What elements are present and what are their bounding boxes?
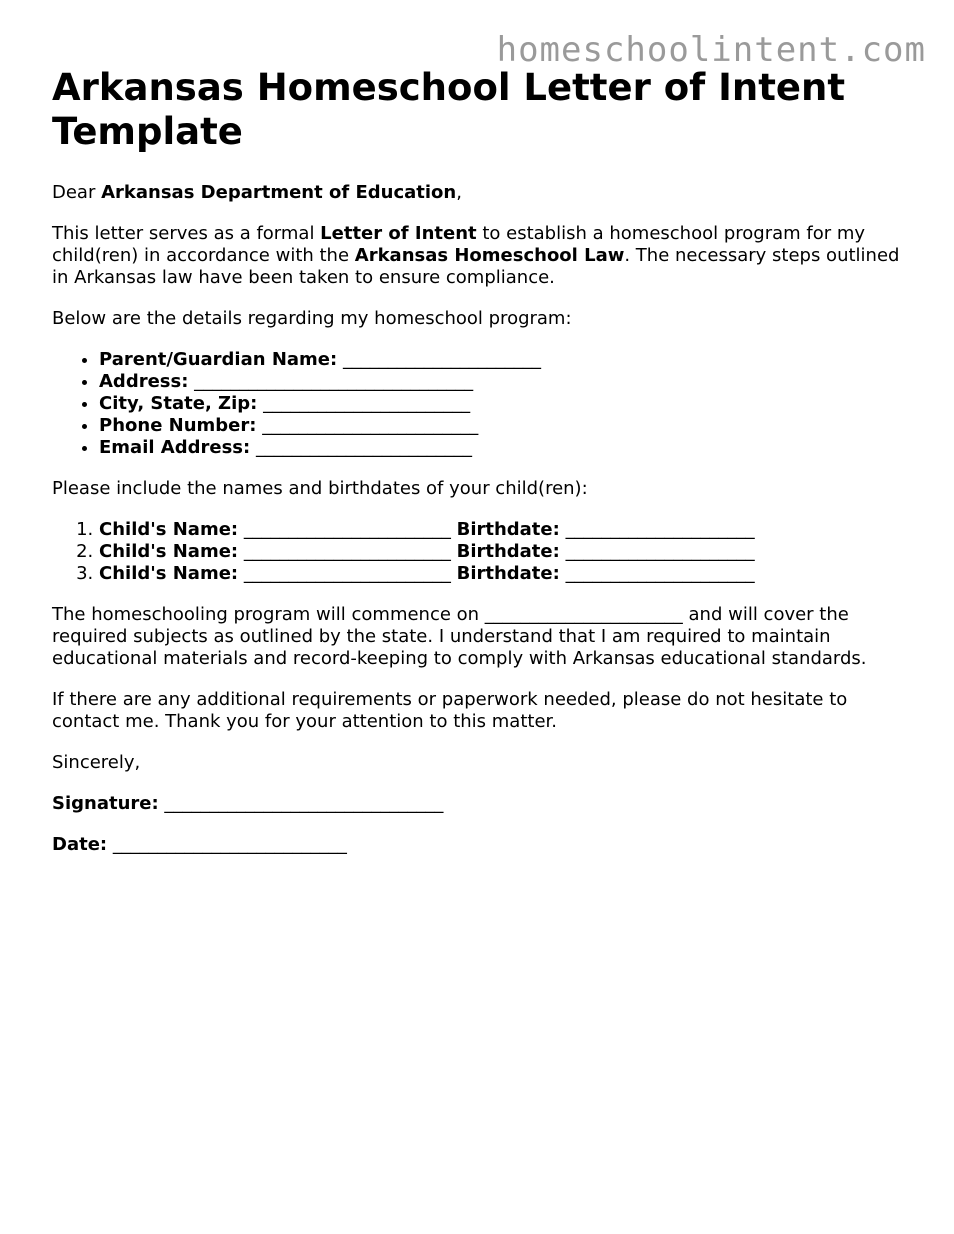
list-item xyxy=(99,519,912,541)
commence-paragraph xyxy=(52,604,912,670)
child-name-label: Child's Name: xyxy=(99,519,239,540)
greeting-recipient: Arkansas Department of Education xyxy=(101,182,457,203)
details-intro: Below are the details regarding my homeschool program: xyxy=(52,308,572,329)
detail-label: Phone Number: xyxy=(99,415,257,436)
intro-paragraph xyxy=(52,223,912,289)
commence-text-2: and will cover the required subjects as outlined by the state. I understand that I am required to maintain educational materials and record-keeping to comply with Arkansas educational standards. xyxy=(52,604,867,669)
child-name-blank: _______________________ xyxy=(243,519,451,540)
date-line xyxy=(52,834,912,856)
detail-label: Address: xyxy=(99,371,189,392)
list-item xyxy=(99,371,912,393)
date-label: Date: xyxy=(52,834,108,855)
children-intro: Please include the names and birthdates of your child(ren): xyxy=(52,478,588,499)
child-name-label: Child's Name: xyxy=(99,541,239,562)
list-item xyxy=(99,393,912,415)
detail-blank: _______________________________ xyxy=(194,371,474,392)
commence-text-1: The homeschooling program will commence on xyxy=(52,604,485,625)
intro-text-2: to establish a homeschool program for my child(ren) in accordance with the xyxy=(52,223,866,266)
watermark: homeschoolintent.com xyxy=(496,30,926,70)
list-item xyxy=(99,563,912,585)
details-list xyxy=(52,349,912,459)
child-name-label: Child's Name: xyxy=(99,563,239,584)
detail-label: Email Address: xyxy=(99,437,251,458)
child-name-blank: _______________________ xyxy=(243,563,451,584)
detail-label: City, State, Zip: xyxy=(99,393,258,414)
signature-blank: _______________________________ xyxy=(164,793,444,814)
birthdate-label: Birthdate: xyxy=(456,563,560,584)
child-name-blank: _______________________ xyxy=(243,541,451,562)
sign-off: Sincerely, xyxy=(52,752,141,773)
detail-label: Parent/Guardian Name: xyxy=(99,349,338,370)
birthdate-label: Birthdate: xyxy=(456,541,560,562)
detail-blank: ________________________ xyxy=(255,437,472,458)
birthdate-blank: _____________________ xyxy=(565,563,755,584)
detail-blank: ______________________ xyxy=(342,349,541,370)
list-item xyxy=(99,349,912,371)
closing-paragraph: If there are any additional requirements or paperwork needed, please do not hesitate to contact me. Thank you for your attention to this matter. xyxy=(52,689,848,732)
intro-bold-law: Arkansas Homeschool Law xyxy=(354,245,625,266)
signature-label: Signature: xyxy=(52,793,159,814)
birthdate-blank: _____________________ xyxy=(565,541,755,562)
birthdate-label: Birthdate: xyxy=(456,519,560,540)
detail-blank: _______________________ xyxy=(263,393,471,414)
greeting-prefix: Dear xyxy=(52,182,102,203)
commence-date-blank: ______________________ xyxy=(484,604,683,625)
greeting-suffix: , xyxy=(456,182,462,203)
list-item xyxy=(99,415,912,437)
list-item xyxy=(99,541,912,563)
letter-document xyxy=(52,66,912,875)
greeting xyxy=(52,182,912,204)
intro-bold-letter-of-intent: Letter of Intent xyxy=(320,223,477,244)
detail-blank: ________________________ xyxy=(262,415,479,436)
birthdate-blank: _____________________ xyxy=(565,519,755,540)
date-blank: __________________________ xyxy=(112,834,347,855)
intro-text-3: . The necessary steps outlined in Arkansas law have been taken to ensure compliance. xyxy=(52,245,900,288)
list-item xyxy=(99,437,912,459)
signature-line xyxy=(52,793,912,815)
children-list xyxy=(52,519,912,585)
intro-text-1: This letter serves as a formal xyxy=(52,223,321,244)
page-title: Arkansas Homeschool Letter of Intent Template xyxy=(52,66,846,153)
